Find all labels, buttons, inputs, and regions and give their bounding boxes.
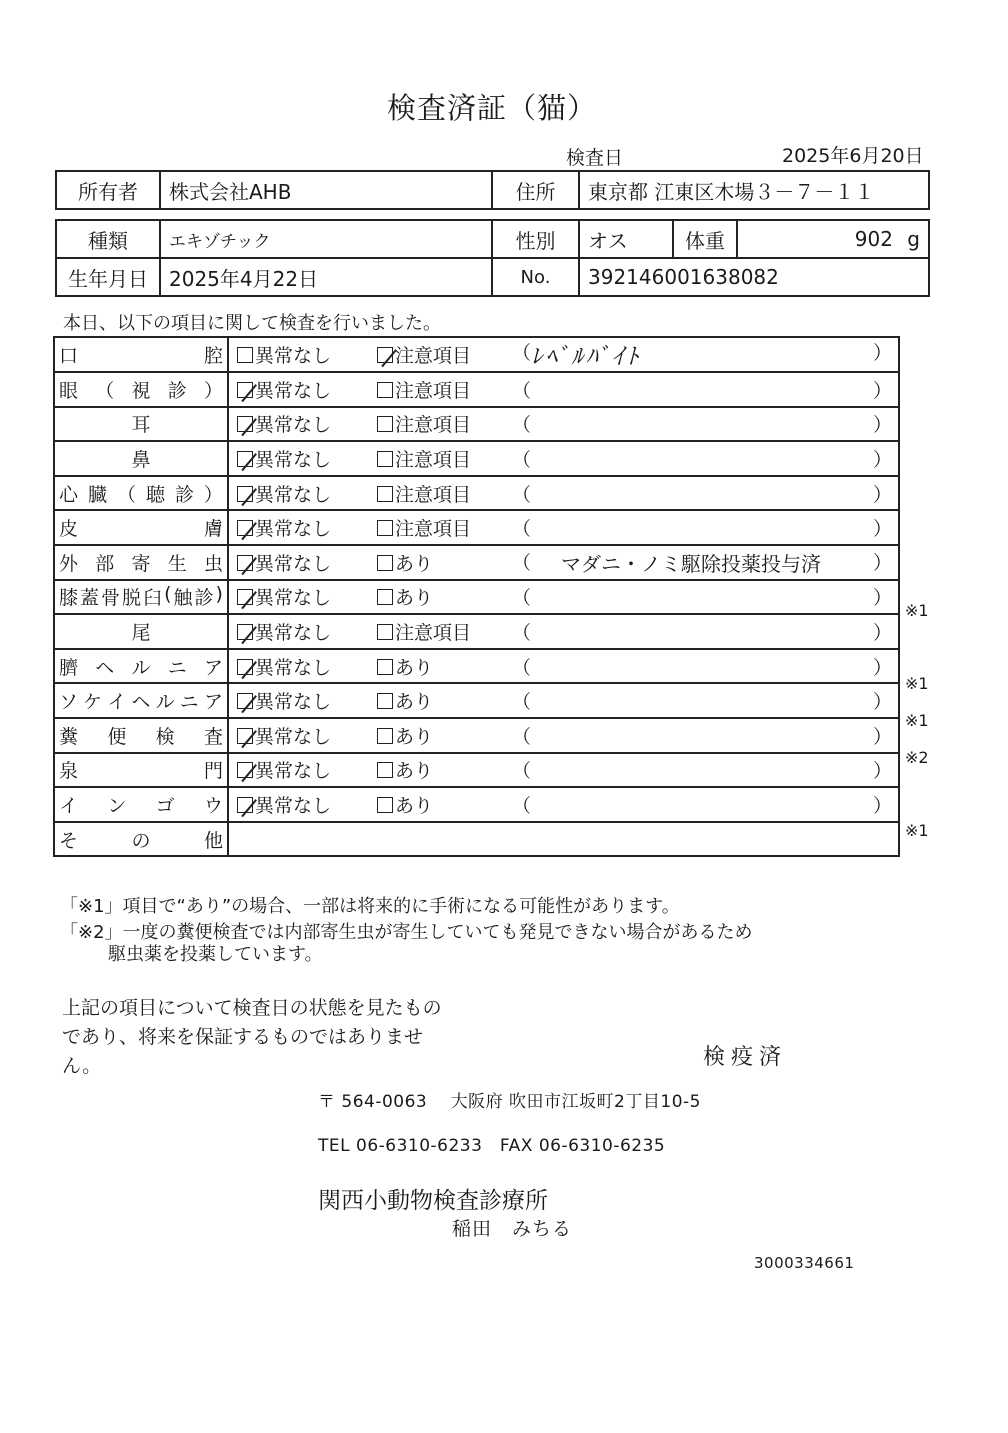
- item-name-char: ニ: [179, 691, 199, 714]
- item-name-char: 聴: [145, 483, 165, 506]
- option-finding[interactable]: [377, 407, 512, 442]
- paren-open: （: [512, 656, 532, 679]
- option-finding-label: あり: [395, 691, 434, 714]
- item-name-char: ヘ: [131, 691, 151, 714]
- item-name-char: ル: [155, 691, 175, 714]
- option-normal-label: 異常なし: [255, 691, 332, 714]
- item-name-char: 臼: [143, 587, 163, 610]
- item-name-char: 診: [174, 483, 194, 506]
- option-finding-label: 注意項目: [395, 483, 472, 506]
- paren-open: （: [512, 448, 532, 471]
- note-cell[interactable]: [512, 441, 899, 476]
- item-name-char: 心: [59, 483, 79, 506]
- option-normal[interactable]: [228, 649, 377, 684]
- paren-open: （: [512, 518, 532, 541]
- clinic-phone: TEL 06-6310-6233 FAX 06-6310-6235: [318, 1136, 666, 1156]
- checkbox-finding[interactable]: [377, 728, 393, 744]
- item-name-char: 便: [107, 725, 127, 748]
- inspection-stamp: 検疫済: [703, 1045, 788, 1070]
- option-normal[interactable]: [228, 372, 377, 407]
- item-name: [54, 649, 228, 684]
- option-normal[interactable]: [228, 510, 377, 545]
- item-name-label: [59, 583, 223, 610]
- checkbox-normal[interactable]: [237, 416, 253, 432]
- option-normal-label: 異常なし: [255, 552, 332, 575]
- option-normal[interactable]: [228, 718, 377, 753]
- item-name-label: [59, 653, 223, 680]
- option-normal-label: 異常なし: [255, 587, 332, 610]
- paren-close: ）: [872, 379, 892, 402]
- item-name-char: ア: [203, 656, 223, 679]
- option-finding-label: あり: [395, 656, 434, 679]
- item-name-char: ル: [131, 656, 151, 679]
- item-name: [54, 372, 228, 407]
- item-name: [54, 407, 228, 442]
- option-finding[interactable]: [377, 614, 512, 649]
- table-row: [54, 683, 899, 718]
- option-finding-label: あり: [395, 725, 434, 748]
- item-name-char: ア: [203, 691, 223, 714]
- footnote-mark: ※1: [905, 711, 929, 730]
- item-name-char: ): [215, 583, 223, 606]
- table-row: [54, 476, 899, 511]
- option-finding-label: あり: [395, 587, 434, 610]
- item-name-char: 臍: [59, 656, 79, 679]
- paren-open: （: [512, 379, 532, 402]
- item-name-char: (: [164, 583, 172, 606]
- item-name-char: 他: [203, 829, 223, 852]
- option-normal-label: 異常なし: [255, 794, 332, 817]
- item-name-char: ン: [107, 794, 127, 817]
- paren-close: ）: [872, 691, 892, 714]
- item-name-char: 膚: [203, 518, 223, 541]
- option-finding[interactable]: [377, 476, 512, 511]
- owner-label: 所有者: [56, 171, 160, 209]
- option-finding-label: 注意項目: [395, 518, 472, 541]
- table-row: [54, 753, 899, 788]
- note-cell[interactable]: [512, 718, 899, 753]
- note-text: [531, 687, 873, 714]
- note-cell[interactable]: [512, 787, 899, 822]
- table-row: [54, 441, 899, 476]
- weight-value: 902: [854, 227, 893, 251]
- paren-open: （: [512, 342, 532, 364]
- option-finding-label: 注意項目: [395, 448, 472, 471]
- item-name-char: 脱: [122, 587, 142, 610]
- item-name: [54, 337, 228, 372]
- document-code: 3000334661: [754, 1254, 855, 1272]
- paren-open: （: [512, 551, 532, 574]
- checkbox-normal[interactable]: [237, 728, 253, 744]
- note-text: [531, 514, 873, 541]
- item-name-label: [59, 514, 223, 541]
- option-normal-label: 異常なし: [255, 621, 332, 644]
- item-name-label: [59, 480, 223, 507]
- inspection-date-label: 検査日: [566, 147, 624, 169]
- weight-unit: g: [907, 227, 920, 251]
- checkbox-normal[interactable]: [237, 693, 253, 709]
- paren-open: （: [512, 725, 532, 748]
- document-title: 検査済証（猫）: [386, 91, 597, 125]
- weight-cell: [737, 220, 929, 258]
- option-normal[interactable]: [228, 476, 377, 511]
- option-finding[interactable]: [377, 580, 512, 615]
- item-name-char: ニ: [167, 656, 187, 679]
- item-name-char: 診: [194, 587, 214, 610]
- item-name-char: 視: [131, 379, 151, 402]
- species-label: 種類: [56, 220, 160, 258]
- table-row: [54, 510, 899, 545]
- item-name-char: 眼: [59, 379, 79, 402]
- option-normal-label: 異常なし: [255, 656, 332, 679]
- animal-table: [55, 219, 930, 297]
- item-name-label: [59, 722, 223, 749]
- option-finding[interactable]: [377, 441, 512, 476]
- note-cell[interactable]: [512, 683, 899, 718]
- item-name-label: [59, 376, 223, 403]
- item-name-label: [59, 687, 223, 714]
- table-row: [54, 407, 899, 442]
- owner-value: 株式会社AHB: [160, 171, 492, 209]
- note-text: [531, 756, 873, 783]
- item-name-char: 蓋: [80, 587, 100, 610]
- address-value: 東京都 江東区木場３－７－１１: [579, 171, 929, 209]
- note-text: [531, 445, 873, 472]
- item-name-char: 糞: [59, 725, 79, 748]
- paren-close: ）: [872, 483, 892, 506]
- option-normal[interactable]: [228, 614, 377, 649]
- option-normal[interactable]: [228, 545, 377, 580]
- birthdate-value: 2025年4月22日: [160, 258, 492, 296]
- note-text: [531, 722, 873, 749]
- option-finding-label: あり: [395, 794, 434, 817]
- sex-label: 性別: [492, 220, 579, 258]
- note-text: [531, 791, 873, 818]
- note-cell[interactable]: [512, 476, 899, 511]
- option-normal[interactable]: [228, 337, 377, 372]
- item-name-label: 鼻: [131, 448, 151, 471]
- weight-label: 体重: [673, 220, 737, 258]
- checkbox-normal[interactable]: [237, 486, 253, 502]
- intro-text: 本日、以下の項目に関して検査を行いました。: [63, 313, 441, 334]
- footnote-2: 「※2」一度の糞便検査では内部寄生虫が寄生していても発見できない場合があるため: [60, 922, 753, 943]
- item-name-char: 骨: [101, 587, 121, 610]
- table-row: [54, 337, 899, 372]
- owner-table: [55, 170, 930, 210]
- paren-close: ）: [872, 518, 892, 541]
- checkbox-finding[interactable]: [377, 486, 393, 502]
- option-finding[interactable]: [377, 545, 512, 580]
- option-finding[interactable]: [377, 372, 512, 407]
- checkbox-normal[interactable]: [237, 624, 253, 640]
- footnote-1: 「※1」項目で“あり”の場合、一部は将来的に手術になる可能性があります。: [60, 896, 680, 917]
- note-text: [531, 618, 873, 645]
- sex-value: オス: [579, 220, 673, 258]
- table-row: [54, 787, 899, 822]
- paren-close: ）: [872, 587, 892, 610]
- species-value: エキゾチック: [160, 220, 492, 258]
- option-finding[interactable]: [377, 683, 512, 718]
- item-name-label: [59, 341, 223, 368]
- checkbox-finding[interactable]: [377, 659, 393, 675]
- note-text: [531, 583, 873, 610]
- paren-close: ）: [872, 448, 892, 471]
- paren-open: （: [512, 794, 532, 817]
- table-row: [54, 545, 899, 580]
- option-normal-label: 異常なし: [255, 518, 332, 541]
- footnote-mark: ※1: [905, 820, 929, 840]
- note-text: [531, 653, 873, 680]
- item-name: [54, 753, 228, 788]
- item-name-char: の: [131, 829, 151, 852]
- checkbox-finding[interactable]: [377, 762, 393, 778]
- note-cell[interactable]: [512, 337, 899, 372]
- item-name-char: 生: [167, 552, 187, 575]
- checkbox-finding[interactable]: [377, 797, 393, 813]
- paren-open: （: [512, 587, 532, 610]
- other-label: [59, 826, 223, 853]
- checkbox-normal[interactable]: [237, 797, 253, 813]
- paren-open: （: [512, 483, 532, 506]
- item-name-char: 査: [203, 725, 223, 748]
- item-name-char: ウ: [203, 794, 223, 817]
- option-finding[interactable]: [377, 753, 512, 788]
- checkbox-normal[interactable]: [237, 555, 253, 571]
- checkbox-finding[interactable]: [377, 382, 393, 398]
- item-name-char: ）: [203, 379, 223, 402]
- note-cell[interactable]: [512, 407, 899, 442]
- note-text: [531, 410, 873, 437]
- checkbox-finding[interactable]: [377, 451, 393, 467]
- paren-open: （: [512, 414, 532, 437]
- checkbox-finding[interactable]: [377, 520, 393, 536]
- option-normal[interactable]: [228, 683, 377, 718]
- option-normal-label: 異常なし: [255, 725, 332, 748]
- item-name: [54, 787, 228, 822]
- footnote-mark: ※1: [905, 674, 929, 694]
- checkbox-finding[interactable]: [377, 555, 393, 571]
- doctor-name: 稲田 みちる: [452, 1218, 573, 1240]
- item-name-char: 口: [59, 345, 79, 367]
- paren-close: ）: [872, 551, 892, 574]
- option-normal-label: 異常なし: [255, 483, 332, 506]
- item-name-char: 触: [173, 587, 193, 610]
- paren-close: ）: [872, 342, 892, 364]
- checkbox-normal[interactable]: [237, 762, 253, 778]
- item-name-char: イ: [107, 691, 127, 714]
- item-name-char: ケ: [83, 691, 103, 714]
- option-normal-label: 異常なし: [255, 414, 332, 437]
- item-name-char: ヘ: [95, 656, 115, 679]
- paren-open: （: [512, 621, 532, 644]
- item-name-label: [59, 756, 223, 783]
- option-normal[interactable]: [228, 441, 377, 476]
- item-name: [54, 441, 228, 476]
- option-finding-label: あり: [395, 552, 434, 575]
- option-finding[interactable]: [377, 787, 512, 822]
- table-row: [54, 580, 899, 615]
- option-finding-label: 注意項目: [395, 379, 472, 402]
- item-name: [54, 718, 228, 753]
- item-name: [54, 510, 228, 545]
- option-normal[interactable]: [228, 580, 377, 615]
- item-name-char: そ: [59, 829, 79, 852]
- checkbox-finding[interactable]: [377, 693, 393, 709]
- checkbox-normal[interactable]: [237, 451, 253, 467]
- item-name-char: （: [116, 483, 136, 506]
- item-name-char: 虫: [203, 552, 223, 575]
- note-cell[interactable]: [512, 614, 899, 649]
- paren-close: ）: [872, 656, 892, 679]
- option-normal[interactable]: [228, 753, 377, 788]
- item-name-char: 検: [155, 725, 175, 748]
- clinic-name: 関西小動物検査診療所: [318, 1188, 548, 1214]
- item-name-char: 診: [167, 379, 187, 402]
- checkbox-finding[interactable]: [377, 589, 393, 605]
- item-name-char: 部: [95, 552, 115, 575]
- checkbox-normal[interactable]: [237, 347, 253, 363]
- paren-open: （: [512, 760, 532, 783]
- footnote-mark: ※2: [905, 747, 929, 767]
- birthdate-label: 生年月日: [56, 258, 160, 296]
- note-cell[interactable]: [512, 649, 899, 684]
- option-normal-label: 異常なし: [255, 345, 332, 367]
- other-cell: [228, 822, 899, 857]
- option-finding[interactable]: [377, 718, 512, 753]
- paren-close: ）: [872, 760, 892, 783]
- note-cell[interactable]: [512, 545, 899, 580]
- item-name-char: （: [95, 379, 115, 402]
- item-name-char: 臓: [87, 483, 107, 506]
- item-name-char: 泉: [59, 760, 79, 783]
- inspection-items-table: [53, 336, 900, 857]
- table-row-other: [54, 822, 899, 857]
- note-cell[interactable]: [512, 580, 899, 615]
- note-text: ﾚﾍﾞﾙﾊﾞｲﾄ: [531, 344, 642, 370]
- checkbox-normal[interactable]: [237, 520, 253, 536]
- item-name-char: 外: [59, 552, 79, 575]
- footnote-2-cont: 駆虫薬を投薬しています。: [108, 944, 323, 965]
- item-name-char: 門: [203, 760, 223, 783]
- paren-close: ）: [872, 621, 892, 644]
- clinic-address: 〒 564-0063 大阪府 吹田市江坂町2丁目10-5: [318, 1092, 701, 1112]
- note-cell[interactable]: [512, 510, 899, 545]
- number-value: 392146001638082: [579, 258, 929, 296]
- item-name-char: 膝: [59, 587, 79, 610]
- checkbox-normal[interactable]: [237, 382, 253, 398]
- checkbox-finding[interactable]: [377, 416, 393, 432]
- option-finding-label: あり: [395, 760, 434, 783]
- paren-close: ）: [872, 725, 892, 748]
- footnote-mark: ※1: [905, 601, 929, 621]
- option-normal-label: 異常なし: [255, 379, 332, 402]
- item-name: [54, 580, 228, 615]
- note-text: [531, 376, 873, 403]
- note-text: マダニ・ノミ駆除投薬投与済: [561, 551, 822, 576]
- table-row: [54, 718, 899, 753]
- address-label: 住所: [492, 171, 579, 209]
- item-name: [54, 614, 228, 649]
- option-normal[interactable]: [228, 407, 377, 442]
- option-finding[interactable]: [377, 510, 512, 545]
- option-finding[interactable]: [377, 337, 512, 372]
- item-name-label: [59, 549, 223, 576]
- table-row: [54, 372, 899, 407]
- item-name-char: ソ: [59, 691, 79, 714]
- item-name-label: [59, 791, 223, 818]
- option-normal[interactable]: [228, 787, 377, 822]
- item-name: [54, 545, 228, 580]
- paren-close: ）: [872, 794, 892, 817]
- paren-open: （: [512, 691, 532, 714]
- item-name: [54, 683, 228, 718]
- option-normal-label: 異常なし: [255, 760, 332, 783]
- checkbox-finding[interactable]: [377, 624, 393, 640]
- note-cell[interactable]: [512, 372, 899, 407]
- table-row: [54, 649, 899, 684]
- item-name-label: 尾: [131, 621, 151, 644]
- note-cell[interactable]: [512, 753, 899, 788]
- item-name-other: [54, 822, 228, 857]
- inspection-date-value: 2025年6月20日: [782, 145, 924, 167]
- item-name-char: ゴ: [155, 794, 175, 817]
- option-finding-label: 注意項目: [395, 621, 472, 644]
- number-label: No.: [492, 258, 579, 296]
- paren-close: ）: [872, 414, 892, 437]
- item-name-label: 耳: [131, 414, 151, 437]
- checkbox-finding[interactable]: [377, 347, 393, 363]
- item-name-char: イ: [59, 794, 79, 817]
- checkbox-normal[interactable]: [237, 659, 253, 675]
- item-name-char: 皮: [59, 518, 79, 541]
- checkbox-normal[interactable]: [237, 589, 253, 605]
- item-name: [54, 476, 228, 511]
- option-normal-label: 異常なし: [255, 448, 332, 471]
- item-name-char: 寄: [131, 552, 151, 575]
- item-name-char: 腔: [203, 345, 223, 367]
- option-finding-label: 注意項目: [395, 414, 472, 437]
- disclaimer-text: 上記の項目について検査日の状態を見たものであり、将来を保証するものではありません。: [62, 997, 442, 1077]
- note-text: [531, 480, 873, 507]
- option-finding-label: 注意項目: [395, 345, 472, 367]
- table-row: [54, 614, 899, 649]
- option-finding[interactable]: [377, 649, 512, 684]
- item-name-char: ）: [203, 483, 223, 506]
